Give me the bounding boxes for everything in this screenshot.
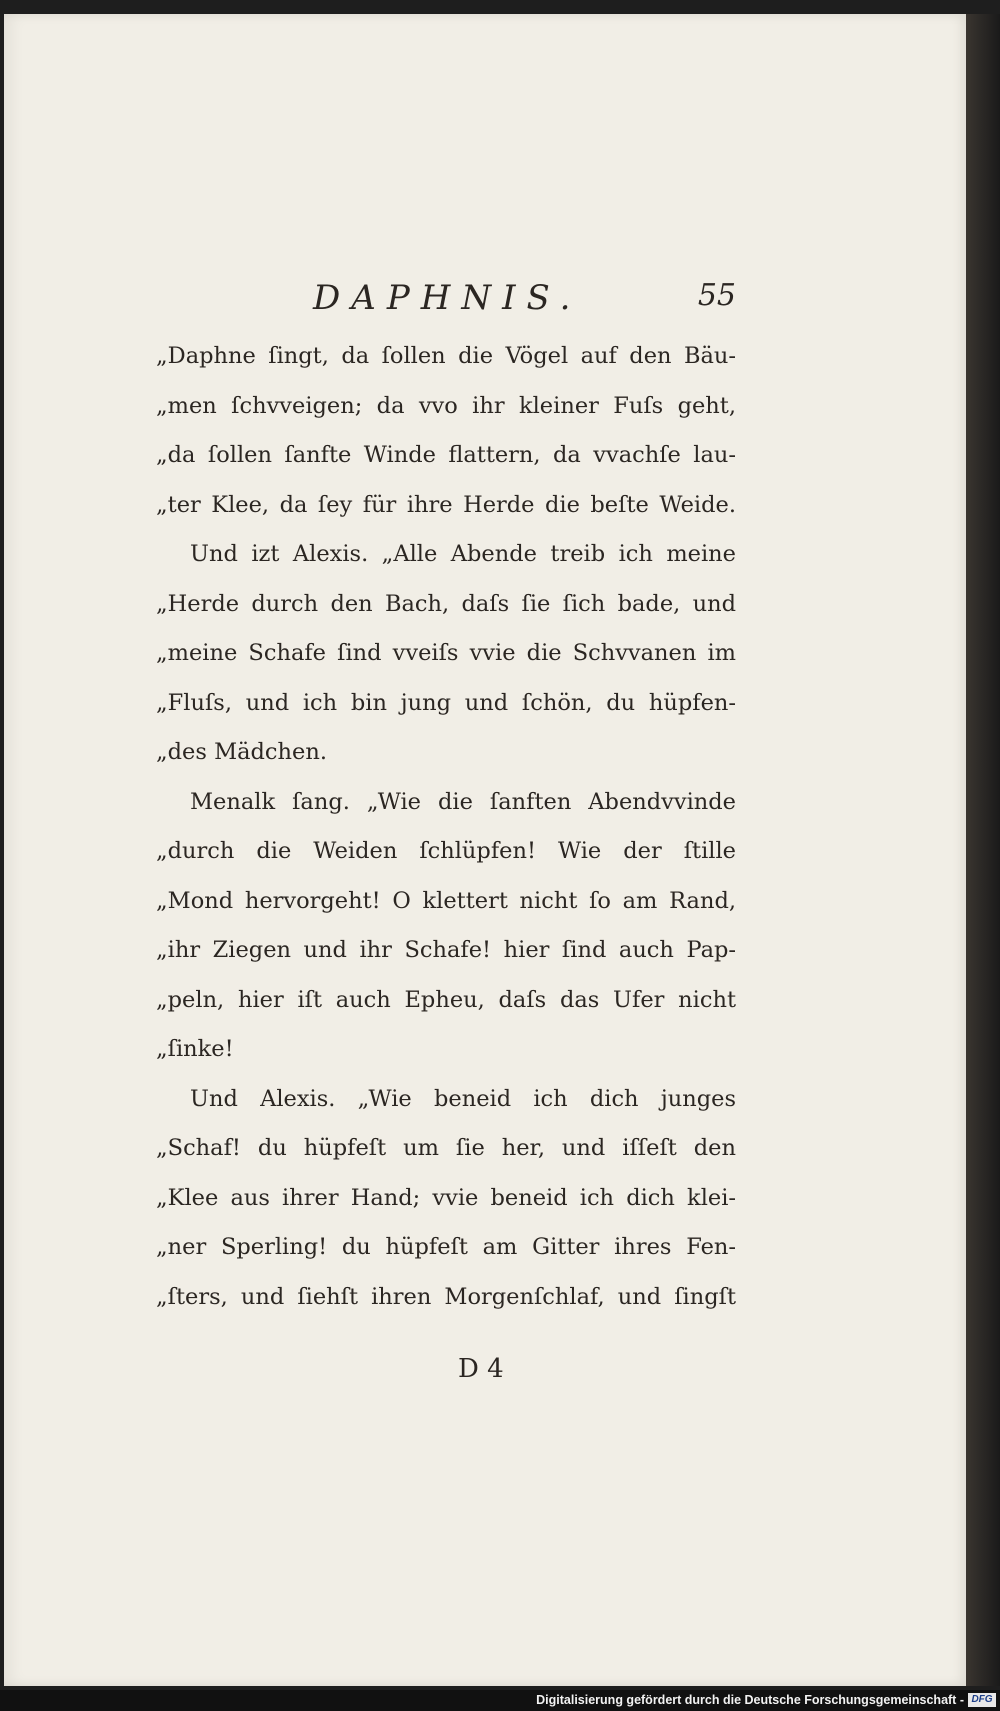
text-line: Menalk ſang. „Wie die ſanften Abendvvinde bbox=[190, 788, 736, 815]
text-line: „meine Schafe ſind vveiſs vvie die Schvvanen im bbox=[156, 640, 736, 666]
running-head bbox=[156, 278, 736, 332]
text-line: „Schaf! du hüpfeſt um ſie her, und iſſeſt den bbox=[156, 1135, 736, 1161]
text-block bbox=[156, 278, 736, 1322]
running-title: DAPHNIS. bbox=[313, 278, 582, 318]
dfg-logo: DFG bbox=[968, 1693, 996, 1707]
text-line: „ter Klee, da ſey für ihre Herde die beſte Weide. bbox=[156, 491, 736, 518]
text-line: Und Alexis. „Wie beneid ich dich junges bbox=[190, 1085, 736, 1112]
text-line: „peln, hier iſt auch Epheu, daſs das Ufer nicht bbox=[156, 986, 736, 1013]
digitization-footer bbox=[0, 1690, 1000, 1711]
text-line: „Herde durch den Bach, daſs ſie ſich bade, und bbox=[156, 590, 736, 617]
page-edge-shadow bbox=[966, 14, 1000, 1686]
text-line: „Klee aus ihrer Hand; vvie beneid ich dich klei- bbox=[156, 1184, 736, 1211]
text-line: „durch die Weiden ſchlüpfen! Wie der ſtille bbox=[156, 838, 736, 864]
text-line: „Mond hervorgeht! O klettert nicht ſo am Rand, bbox=[156, 887, 736, 914]
body-text bbox=[156, 332, 736, 1322]
text-line: „men ſchvveigen; da vvo ihr kleiner Fuſs geht, bbox=[156, 392, 736, 419]
signature-mark: D 4 bbox=[458, 1354, 504, 1384]
text-line: „ihr Ziegen und ihr Schafe! hier ſind auch Pap- bbox=[156, 937, 736, 963]
text-line: „da ſollen ſanfte Winde flattern, da vvachſe lau- bbox=[156, 442, 736, 468]
text-line: „ſters, und ſiehſt ihren Morgenſchlaf, und ſingſt bbox=[156, 1283, 736, 1310]
text-line: „ner Sperling! du hüpfeſt am Gitter ihres Fen- bbox=[156, 1234, 736, 1260]
footer-credit-text: Digitalisierung gefördert durch die Deutsche Forschungsgemeinschaft - bbox=[536, 1693, 964, 1707]
text-line: „ſinke! bbox=[156, 1036, 234, 1062]
page-number: 55 bbox=[697, 278, 736, 313]
text-line: Und izt Alexis. „Alle Abende treib ich meine bbox=[190, 541, 736, 567]
text-line: „Fluſs, und ich bin jung und ſchön, du hüpfen- bbox=[156, 689, 736, 716]
text-line: „Daphne ſingt, da ſollen die Vögel auf den Bäu- bbox=[156, 343, 736, 369]
text-line: „des Mädchen. bbox=[156, 739, 327, 765]
